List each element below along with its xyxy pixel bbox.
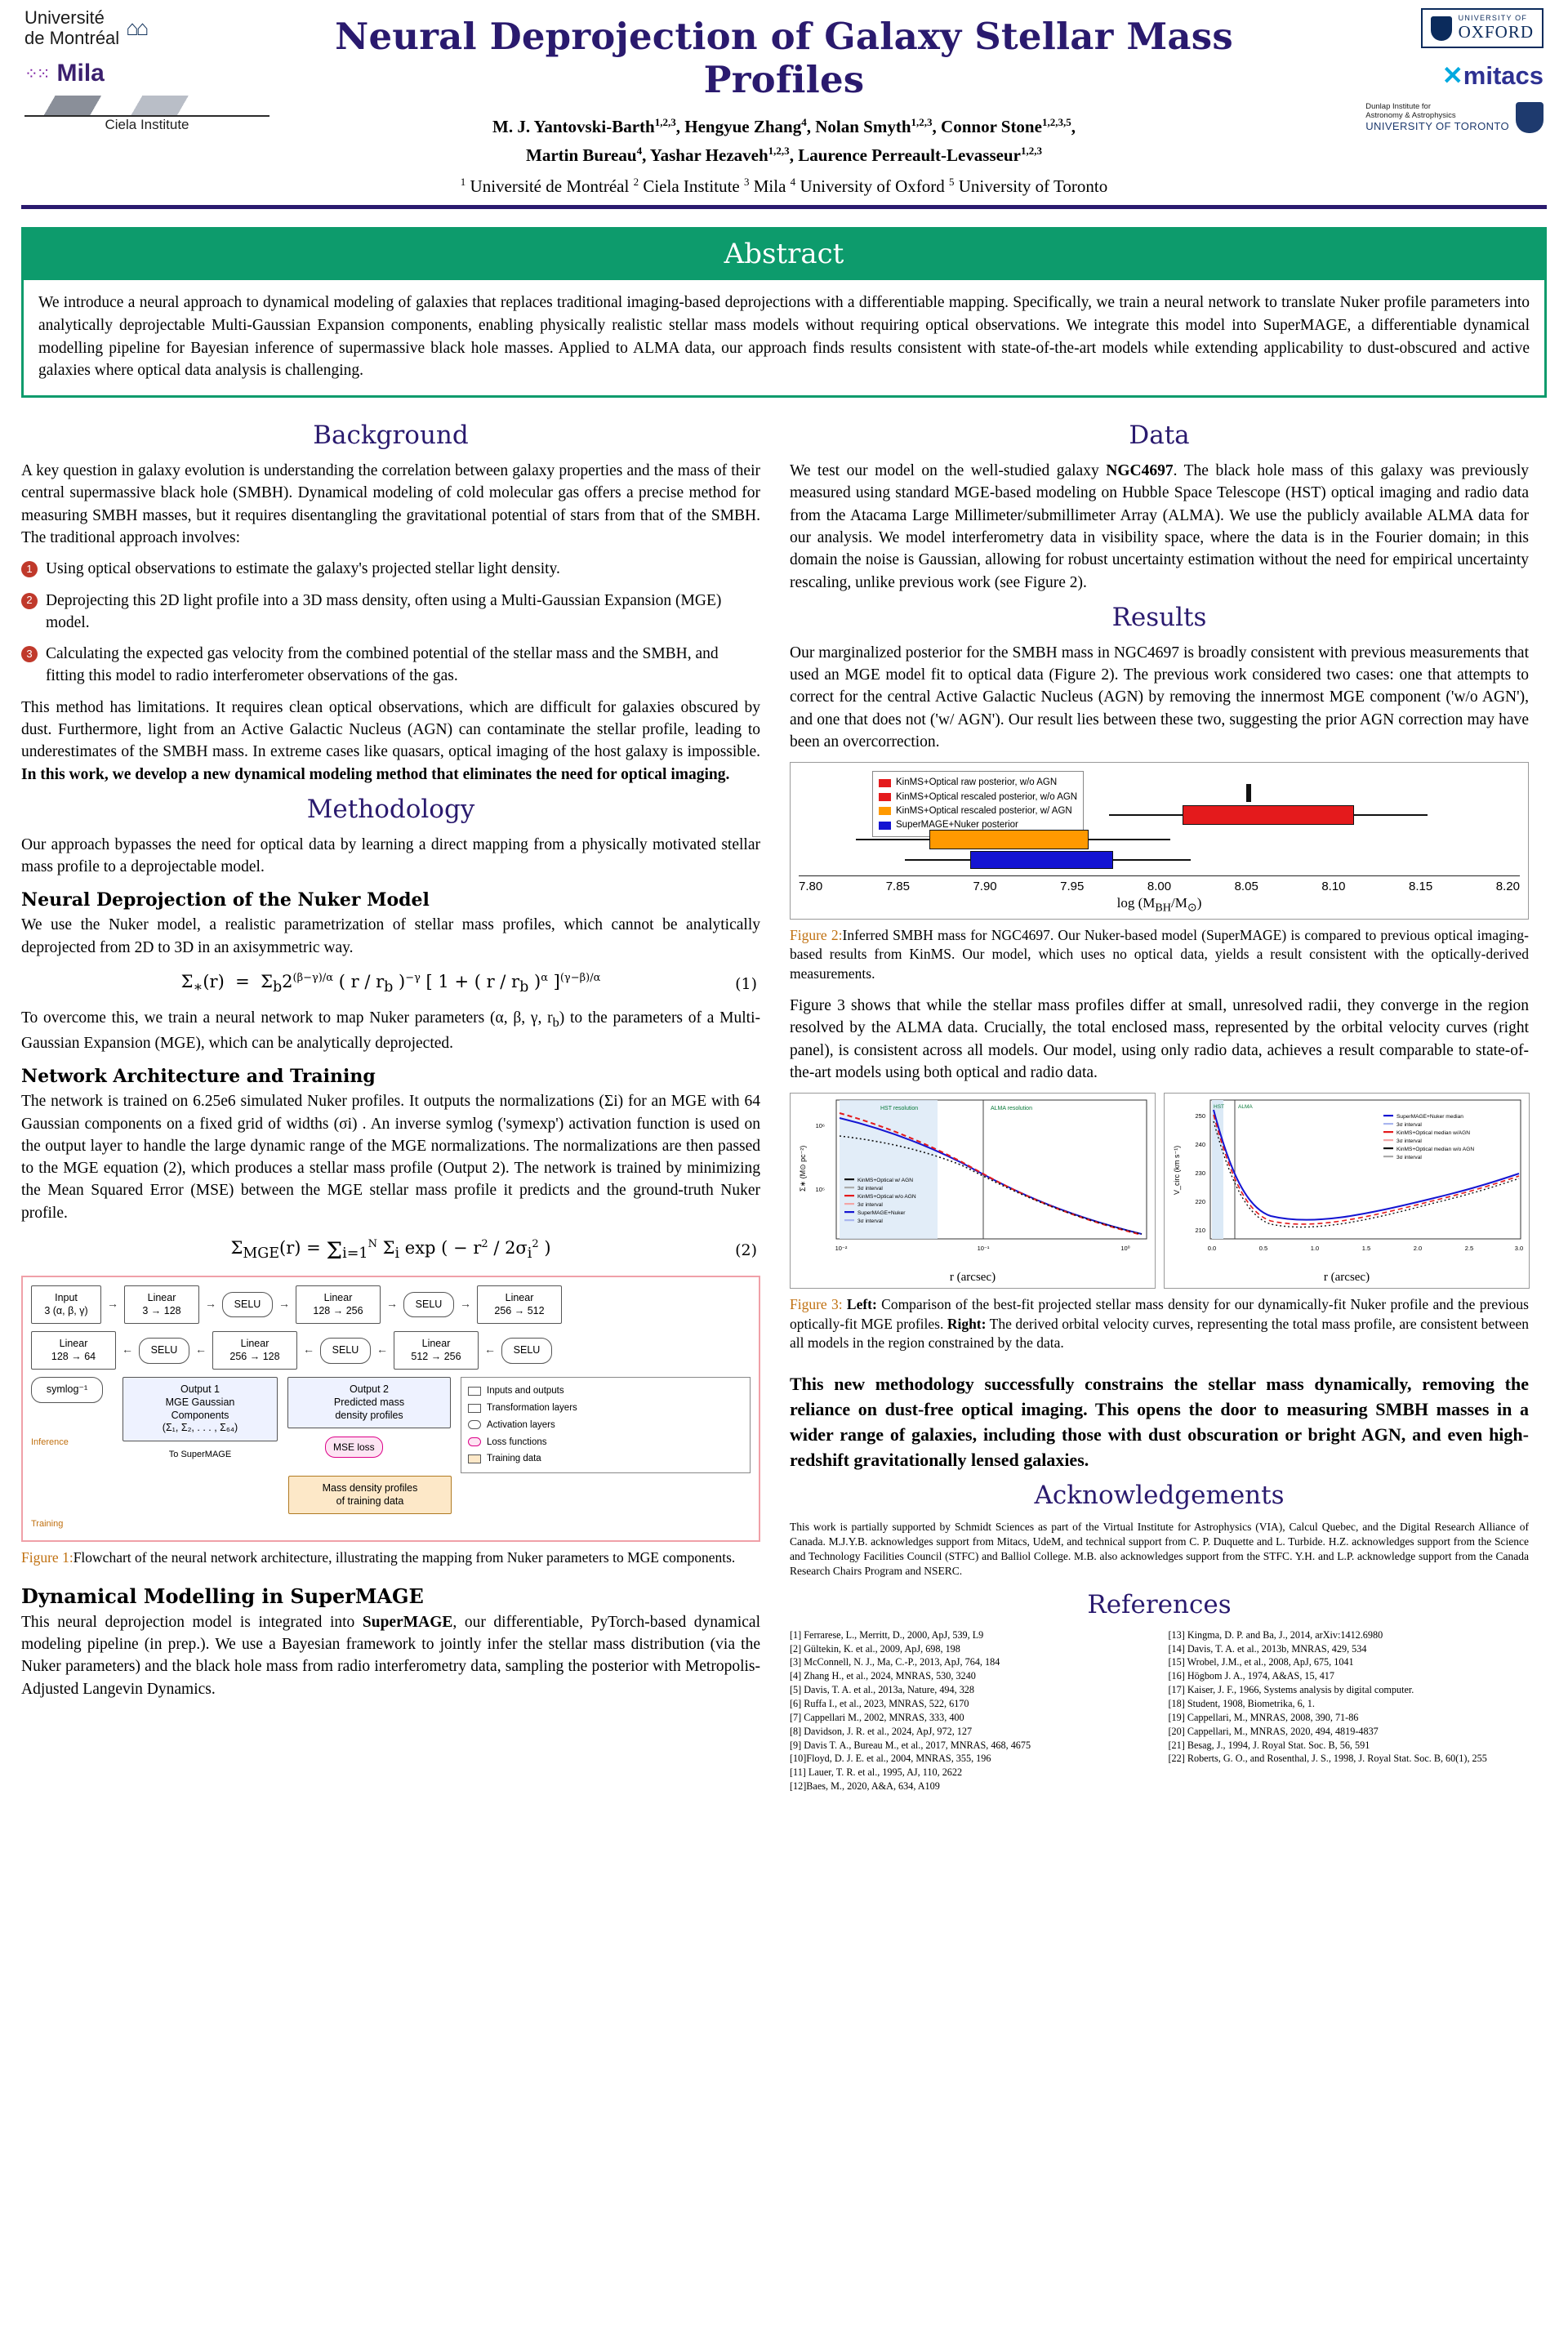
- results-paragraph-2: Figure 3 shows that while the stellar mass profiles differ at small, unresolved radii, they converge in the region resolved by the ALMA data. Crucially, the total enclosed mass, represented by the orbital velocity curves (right panel), is consistent across all models. Our model, using only radio data, achieves a result comparable to state-of-the-art models using both optical and radio data.: [790, 997, 1529, 1081]
- xtick: 8.00: [1147, 880, 1172, 894]
- mila-logo: [24, 60, 294, 87]
- figure-3-left-panel: [790, 1093, 1156, 1289]
- figure-2-whisker-left-2: [856, 839, 929, 840]
- svg-text:230: 230: [1195, 1169, 1205, 1178]
- svg-text:KinMS+Optical w/ AGN: KinMS+Optical w/ AGN: [858, 1178, 913, 1184]
- svg-text:3σ interval: 3σ interval: [1396, 1155, 1422, 1161]
- abstract-body: We introduce a neural approach to dynamical modeling of galaxies that replaces traditional imaging-based deprojections with a differentiable mapping. Specifically, we train a neural network to translate Nuker profile parameters into analytically deprojectable Multi-Gaussian Expansion components, enabling physically realistic stellar mass models without requiring optical observations. We integrate this model into SuperMAGE, a differentiable dynamical modelling pipeline for Bayesian inference of supermassive black hole masses. Applied to ALMA data, our approach finds results consistent with state-of-the-art models while extending applicability to dust-obscured and active galaxies where optical data analysis is challenging.: [38, 294, 1530, 380]
- legend-row: [879, 776, 1077, 790]
- legend-key-loss-icon: [468, 1437, 481, 1446]
- reference-item: [13] Kingma, D. P. and Ba, J., 2014, arXiv:1412.6980: [1168, 1628, 1383, 1641]
- figure-1-caption-text: Flowchart of the neural network architecture, illustrating the mapping from Nuker parameters to MGE components.: [73, 1549, 736, 1566]
- background-steps-list: [21, 558, 760, 687]
- references-right-column: [1169, 1629, 1530, 1794]
- reference-item: [18] Student, 1908, Biometrika, 6, 1.: [1168, 1697, 1315, 1709]
- svg-text:3σ interval: 3σ interval: [858, 1186, 883, 1192]
- svg-text:2.0: 2.0: [1413, 1245, 1423, 1253]
- flow-node-mse-loss: MSE loss: [325, 1437, 383, 1458]
- methodology-paragraph-3: To overcome this, we train a neural network to map Nuker parameters (α, β, γ, $r_b$) to the parameters of a Multi-Gaussian Expansion (MGE), which can be analytically deprojected.: [21, 1009, 761, 1052]
- legend-row: [879, 804, 1077, 818]
- figure-2-whisker-left-3: [905, 859, 970, 861]
- figure-3-left-xlabel: r (arcsec): [949, 1271, 996, 1285]
- right-logos: [1274, 8, 1544, 133]
- references-list: [790, 1629, 1529, 1794]
- methodology-p5-b: , our differentiable, PyTorch-based dynamical modeling pipeline (in prep.). We use a Bayesian framework to jointly infer the stellar mass distribution (via the Nuker parameters) and the black hole mass from radio interferometry data, sampling the posterior with Metropolis-Adjusted Langevin Dynamics.: [21, 1613, 760, 1698]
- oxford-shield-icon: [1431, 16, 1452, 41]
- xtick: 8.05: [1234, 880, 1258, 894]
- legend-key-trainingdata-icon: [468, 1454, 481, 1463]
- flow-node-selu-3: SELU: [139, 1338, 189, 1364]
- flow-row-2: [31, 1331, 751, 1370]
- svg-text:HST resolution: HST resolution: [880, 1106, 919, 1112]
- figure-2-xlabel: $\log (M_{BH}/M_⊙)$: [1116, 895, 1202, 915]
- methodology-paragraph-4: The network is trained on 6.25e6 simulated Nuker profiles. It outputs the normalizations (Σi) for an MGE with 64 Gaussian components on a fixed grid of widths (σi) . An inverse symlog ('symexp') activation function is used on the output layer to handle the large dynamic range of the MGE normalizations. The normalizations are then passed to the MGE equation (2), which produces a stellar mass profile (Output 2). The network is trained by minimizing the Mean Squared Error (MSE) between the MGE stellar mass profile it predicts and the ground-truth Nuker profile.: [21, 1093, 760, 1222]
- ciela-mountain-icon: [24, 96, 270, 117]
- list-item: [21, 643, 760, 688]
- acknowledgements-body: This work is partially supported by Schmidt Sciences as part of the Virtual Institute for Astrophysics (VIA), Calcul Quebec, and the Digital Research Alliance of Canada. M.J.Y.B. acknowledges support from Mitacs, UdeM, and technical support from C. P. Duquette and L. Turbide. H.Z. acknowledges support from the Science and Technology Facilities Council (STFC) and Balliol College. M.B. also acknowledges support from the STFC. Y.H. and L.P. acknowledge support from the Canada Research Chairs Program and NSERC.: [790, 1521, 1529, 1577]
- svg-text:10⁵: 10⁵: [815, 1186, 825, 1194]
- svg-text:ALMA resolution: ALMA resolution: [991, 1106, 1032, 1112]
- equation-2-number: (2): [735, 1241, 757, 1260]
- reference-item: [21] Besag, J., 1994, J. Royal Stat. Soc. B, 56, 591: [1168, 1739, 1370, 1751]
- flow-node-selu-5: SELU: [501, 1338, 552, 1364]
- legend-row: [879, 791, 1077, 804]
- figure-2-caption: [790, 926, 1529, 983]
- oxford-logo: [1421, 8, 1544, 48]
- figure-1-legend: [461, 1377, 751, 1472]
- reference-item: [1] Ferrarese, L., Merritt, D., 2000, ApJ, 539, L9: [790, 1628, 984, 1641]
- legend-label: SuperMAGE+Nuker posterior: [896, 820, 1018, 831]
- svg-text:3σ interval: 3σ interval: [858, 1218, 883, 1225]
- step-number-icon: 3: [21, 646, 38, 662]
- xtick: 8.20: [1495, 880, 1520, 894]
- flow-row-1: [31, 1285, 751, 1324]
- xtick: 7.85: [885, 880, 910, 894]
- svg-text:1.0: 1.0: [1310, 1245, 1320, 1253]
- legend-swatch-icon: [879, 793, 891, 801]
- xtick: 7.80: [799, 880, 823, 894]
- background-paragraph-1: A key question in galaxy evolution is understanding the correlation between galaxy properties and the mass of their central supermassive black hole (SMBH). Dynamical modeling of cold molecular gas offers a precise method for measuring SMBH masses, but it requires disentangling the gravitational potential of stars from that of the SMBH. The traditional approach involves:: [21, 462, 760, 546]
- xtick: 8.10: [1321, 880, 1346, 894]
- reference-item: [17] Kaiser, J. F., 1966, Systems analysis by digital computer.: [1168, 1684, 1414, 1696]
- left-column: [21, 416, 760, 1794]
- figure-2-box-2: [929, 830, 1089, 849]
- arrow-icon: ←: [303, 1343, 314, 1356]
- step-number-icon: 1: [21, 561, 38, 577]
- svg-text:220: 220: [1195, 1198, 1205, 1206]
- methodology-sub-1: Neural Deprojection of the Nuker Model: [21, 889, 430, 911]
- svg-text:KinMS+Optical w/o AGN: KinMS+Optical w/o AGN: [858, 1194, 916, 1200]
- poster-header: [21, 0, 1547, 197]
- flow-node-linear-6: Linear 512 → 256: [394, 1331, 479, 1370]
- figure-2-whisker-right-2: [1089, 839, 1170, 840]
- figure-2-box-3: [970, 851, 1113, 869]
- flow-node-selu-4: SELU: [320, 1338, 371, 1364]
- results-paragraph-1: Our marginalized posterior for the SMBH mass in NGC4697 is broadly consistent with previous measurements that used an MGE model fit to optical data (Figure 2). The previous work considered two cases: one that attempts to correct for the central Active Galactic Nucleus (AGN) by removing the innermost MGE component ('w/o AGN'), and one that does not ('w/ AGN'). Our result lies between these two, suggesting the prior AGN correction may have been an overcorrection.: [790, 644, 1529, 751]
- xtick: 7.95: [1060, 880, 1085, 894]
- left-logos: [24, 8, 294, 133]
- conclusion-text: This new methodology successfully constrains the stellar mass dynamically, removing the reliance on dust-free optical imaging. This opens the door to measuring SMBH masses in a wider range of galaxies, including those with dust obscuration or bright AGN, and even high-redshift gravitationally lensed galaxies.: [790, 1373, 1529, 1471]
- ciela-label: Ciela Institute: [105, 117, 189, 133]
- svg-text:0.5: 0.5: [1258, 1245, 1268, 1253]
- svg-text:3σ interval: 3σ interval: [1396, 1122, 1422, 1129]
- flow-node-linear-4: Linear 128 → 64: [31, 1331, 116, 1370]
- figure-3-right-xlabel: r (arcsec): [1323, 1271, 1370, 1285]
- figure-2-legend: [872, 771, 1084, 837]
- reference-item: [7] Cappellari M., 2002, MNRAS, 333, 400: [790, 1711, 964, 1723]
- toronto-line3: UNIVERSITY OF TORONTO: [1365, 120, 1509, 133]
- legend-key-transform-icon: [468, 1404, 481, 1413]
- methodology-paragraph-5: [21, 1611, 760, 1700]
- legend-label: KinMS+Optical rescaled posterior, w/o AGN: [896, 791, 1078, 802]
- svg-text:10⁶: 10⁶: [815, 1122, 825, 1130]
- methodology-p5-a: This neural deprojection model is integrated into: [21, 1613, 363, 1631]
- arrow-icon: →: [107, 1298, 118, 1311]
- legend-label-transform: Transformation layers: [487, 1403, 577, 1414]
- toronto-logo: [1274, 102, 1544, 133]
- mitacs-logo: [1274, 61, 1544, 91]
- arrow-icon: ←: [122, 1343, 133, 1356]
- figure-3-caption-b: The derived orbital velocity curves, representing the total mass profile, are consistent between all models in the region constrained by the data.: [790, 1315, 1529, 1352]
- figure-3-caption-a: Comparison of the best-fit projected stellar mass density for our dynamically-fit Nuker profile and the previous optically-fit MGE profiles.: [790, 1296, 1529, 1332]
- svg-text:0.0: 0.0: [1207, 1245, 1217, 1253]
- svg-text:SuperMAGE+Nuker: SuperMAGE+Nuker: [858, 1210, 906, 1217]
- flow-label-training: Training: [31, 1519, 64, 1530]
- reference-item: [11] Lauer, T. R. et al., 1995, AJ, 110, 2622: [790, 1766, 963, 1779]
- flow-node-output-1: Output 1 MGE Gaussian Components (Σ₁, Σ₂, . . . , Σ₆₄): [122, 1377, 278, 1441]
- udem-mark-icon: ⌂⌂: [126, 16, 147, 40]
- equation-2: $\Sigma_{MGE}(r) = \Sigma_{i=1}^N$ $\Sigma_i$ exp ( − $r^2 / 2\sigma_i^2$ ) (2): [230, 1236, 757, 1264]
- oxford-name-label: OXFORD: [1458, 22, 1534, 42]
- toronto-line2: Astronomy & Astrophysics: [1365, 110, 1456, 120]
- flow-node-linear-5: Linear 256 → 128: [212, 1331, 297, 1370]
- arrow-icon: ←: [376, 1343, 388, 1356]
- svg-text:SuperMAGE+Nuker median: SuperMAGE+Nuker median: [1396, 1114, 1463, 1120]
- references-heading: References: [1087, 1589, 1232, 1619]
- svg-text:10⁻²: 10⁻²: [835, 1245, 848, 1253]
- figure-2-label: Figure 2:: [790, 926, 843, 943]
- poster-columns: [21, 416, 1547, 1794]
- reference-item: [19] Cappellari, M., MNRAS, 2008, 390, 71-86: [1168, 1711, 1359, 1723]
- svg-text:2.5: 2.5: [1464, 1245, 1474, 1253]
- svg-text:210: 210: [1195, 1227, 1205, 1235]
- figure-3-left-svg: [791, 1094, 1156, 1267]
- list-item: [21, 590, 760, 635]
- background-p2-plain: This method has limitations. It requires clean optical observations, which are difficult for galaxies obscured by dust. Furthermore, light from an Active Galactic Nucleus (AGN) can contaminate the stellar profile, leading to underestimates of the SMBH mass. In extreme cases like quasars, optical imaging of the host galaxy is impossible.: [21, 698, 760, 761]
- reference-item: [20] Cappellari, M., MNRAS, 2020, 494, 4819-4837: [1168, 1725, 1379, 1737]
- figure-3-left-bold: Left:: [846, 1296, 877, 1313]
- legend-label-activation: Activation layers: [487, 1419, 555, 1430]
- arrow-icon: ←: [484, 1343, 496, 1356]
- arrow-icon: →: [278, 1298, 290, 1311]
- svg-text:240: 240: [1195, 1141, 1205, 1149]
- background-p2-bold: In this work, we develop a new dynamical modeling method that eliminates the need for optical imaging.: [21, 765, 730, 783]
- background-paragraph-2: [21, 697, 760, 786]
- svg-text:KinMS+Optical median w/AGN: KinMS+Optical median w/AGN: [1396, 1130, 1470, 1137]
- xtick: 7.90: [973, 880, 997, 894]
- reference-item: [2] Gültekin, K. et al., 2009, ApJ, 698, 198: [790, 1642, 960, 1655]
- flow-node-training-data: Mass density profiles of training data: [288, 1476, 452, 1514]
- flow-node-linear-1: Linear 3 → 128: [124, 1285, 199, 1324]
- udem-line1: Université: [24, 7, 105, 28]
- figure-3-plots: [790, 1093, 1529, 1289]
- svg-text:HST: HST: [1214, 1104, 1224, 1111]
- mila-dots-icon: ⁘⁙: [24, 65, 49, 83]
- reference-item: [6] Ruffa I., et al., 2023, MNRAS, 522, 6170: [790, 1697, 969, 1709]
- arrow-icon: →: [460, 1298, 471, 1311]
- background-heading: Background: [313, 421, 469, 451]
- right-column: [790, 416, 1529, 1794]
- reference-item: [12]Baes, M., 2020, A&A, 634, A109: [790, 1780, 940, 1793]
- reference-item: [10]Floyd, D. J. E. et al., 2004, MNRAS, 355, 196: [790, 1753, 991, 1765]
- svg-text:Σ∗ (M⊙ pc⁻²): Σ∗ (M⊙ pc⁻²): [799, 1145, 807, 1192]
- affiliations: $^1$ Université de Montréal $^2$ Ciela Institute $^3$ Mila $^4$ University of Oxford $^5$ University of Toronto: [460, 176, 1108, 197]
- equation-1-number: (1): [735, 974, 757, 993]
- data-p1-bold: NGC4697: [1106, 462, 1174, 480]
- methodology-p3-b: ) to the parameters of a Multi-Gaussian Expansion (MGE), which can be analytically deprojected.: [21, 1009, 761, 1052]
- legend-key-activation-icon: [468, 1420, 481, 1429]
- figure-2-xticks: [799, 880, 1520, 893]
- reference-item: [4] Zhang H., et al., 2024, MNRAS, 530, 3240: [790, 1670, 976, 1682]
- header-center: [294, 8, 1274, 197]
- reference-item: [5] Davis, T. A. et al., 2013a, Nature, 494, 328: [790, 1684, 974, 1696]
- svg-text:250: 250: [1195, 1112, 1205, 1120]
- legend-label-trainingdata: Training data: [487, 1454, 541, 1464]
- reference-item: [15] Wrobel, J.M., et al., 2008, ApJ, 675, 1041: [1168, 1656, 1354, 1668]
- header-divider: [21, 205, 1547, 209]
- ciela-logo: [24, 96, 270, 133]
- results-heading: Results: [1111, 602, 1207, 632]
- figure-2-caption-text: Inferred SMBH mass for NGC4697. Our Nuker-based model (SuperMAGE) is compared to previous optical imaging-based results from KinMS. Our model, which uses no optical data, yields a result consistent with the optically-derived measurements.: [790, 926, 1529, 982]
- acknowledgements-heading: Acknowledgements: [1034, 1481, 1285, 1511]
- abstract-heading: Abstract: [24, 229, 1544, 280]
- reference-item: [16] Högbom J. A., 1974, A&AS, 15, 417: [1168, 1670, 1334, 1682]
- legend-key-io-icon: [468, 1387, 481, 1396]
- flow-node-selu-1: SELU: [222, 1292, 273, 1318]
- toronto-crest-icon: [1516, 102, 1544, 133]
- figure-3-caption: [790, 1295, 1529, 1352]
- svg-text:10⁰: 10⁰: [1120, 1245, 1130, 1253]
- authors-line-2: Martin Bureau$^4$, Yashar Hezaveh$^{1,2,3}$, Laurence Perreault-Levasseur$^{1,2,3}$: [526, 144, 1042, 165]
- methodology-paragraph-1: Our approach bypasses the need for optical data by learning a direct mapping from a physically motivated stellar mass profile to a deprojectable model.: [21, 835, 760, 876]
- step-number-icon: 2: [21, 593, 38, 609]
- reference-item: [8] Davidson, J. R. et al., 2024, ApJ, 972, 127: [790, 1725, 973, 1737]
- svg-text:KinMS+Optical median w/o AGN: KinMS+Optical median w/o AGN: [1396, 1147, 1475, 1153]
- arrow-icon: ←: [195, 1343, 207, 1356]
- methodology-heading: Methodology: [306, 794, 475, 824]
- figure-2-marker-1: [1246, 784, 1251, 802]
- xtick: 8.15: [1409, 880, 1433, 894]
- legend-swatch-icon: [879, 779, 891, 787]
- figure-2-whisker-right-3: [1113, 859, 1191, 861]
- methodology-paragraph-2: We use the Nuker model, a realistic parametrization of stellar mass profiles, which cannot be analytically deprojected from 2D to 3D in an axisymmetric way.: [21, 916, 760, 956]
- data-p1-b: . The black hole mass of this galaxy was previously measured using standard MGE-based modeling on Hubble Space Telescope (HST) optical imaging and radio data from the Atacama Large Millimeter/submillimeter Array (ALMA). We use the publicly available ALMA data for our analysis. We model interferometry data in visibility space, where the data is in the Fourier domain; in this domain the noise is Gaussian, allowing for robust uncertainty estimation without the need for empirical uncertainty rescaling, unlike previous work (see Figure 2).: [790, 462, 1530, 591]
- legend-swatch-icon: [879, 807, 891, 815]
- methodology-p3-a: To overcome this, we train a neural network to map Nuker parameters (α, β, γ, r: [21, 1009, 553, 1027]
- step-text: Using optical observations to estimate the galaxy's projected stellar light density.: [46, 560, 560, 578]
- mila-label: Mila: [56, 60, 105, 87]
- flow-node-input: Input 3 (α, β, γ): [31, 1285, 101, 1324]
- arrow-icon: →: [205, 1298, 216, 1311]
- data-p1-a: We test our model on the well-studied galaxy: [790, 462, 1107, 480]
- figure-2-whisker-right-1: [1354, 814, 1428, 816]
- arrow-icon: →: [386, 1298, 398, 1311]
- methodology-sub-2: Network Architecture and Training: [21, 1066, 376, 1088]
- svg-text:3.0: 3.0: [1514, 1245, 1524, 1253]
- figure-3-right-svg: [1165, 1094, 1530, 1267]
- svg-text:3σ interval: 3σ interval: [858, 1202, 883, 1209]
- figure-1-caption: [21, 1548, 760, 1567]
- mitacs-label: mitacs: [1463, 61, 1544, 90]
- udem-line2: de Montréal: [24, 27, 120, 48]
- figure-3-right-bold: Right:: [947, 1315, 987, 1332]
- figure-2-plot: [790, 762, 1529, 919]
- flow-node-output-2: Output 2 Predicted mass density profiles: [287, 1377, 451, 1428]
- flow-row-3: [31, 1377, 751, 1472]
- reference-item: [14] Davis, T. A. et al., 2013b, MNRAS, 429, 534: [1168, 1642, 1367, 1655]
- flow-node-selu-2: SELU: [403, 1292, 454, 1318]
- svg-text:1.5: 1.5: [1361, 1245, 1371, 1253]
- svg-text:ALMA: ALMA: [1238, 1104, 1253, 1111]
- legend-label-io: Inputs and outputs: [487, 1386, 564, 1396]
- figure-2-whisker-left-1: [1109, 814, 1183, 816]
- flow-node-linear-3: Linear 256 → 512: [477, 1285, 562, 1324]
- reference-item: [3] McConnell, N. J., Ma, C.-P., 2013, ApJ, 764, 184: [790, 1656, 1000, 1668]
- svg-text:10⁻¹: 10⁻¹: [977, 1245, 990, 1253]
- references-left-column: [790, 1629, 1151, 1794]
- legend-label: KinMS+Optical rescaled posterior, w/ AGN: [896, 805, 1072, 816]
- list-item: [21, 558, 760, 580]
- flow-label-inference: Inference: [31, 1437, 69, 1448]
- oxford-univ-label: UNIVERSITY OF: [1458, 14, 1528, 22]
- reference-item: [9] Davis T. A., Bureau M., et al., 2017, MNRAS, 468, 4675: [790, 1739, 1031, 1751]
- reference-item: [22] Roberts, G. O., and Rosenthal, J. S., 1998, J. Royal Stat. Soc. B, 60(1), 255: [1168, 1753, 1487, 1765]
- step-text: Deprojecting this 2D light profile into a 3D mass density, often using a Multi-Gaussian Expansion (MGE) model.: [46, 591, 722, 631]
- flow-label-to-supermage: To SuperMAGE: [168, 1449, 232, 1459]
- methodology-sub-3: Dynamical Modelling in SuperMAGE: [21, 1584, 424, 1608]
- legend-label: KinMS+Optical raw posterior, w/o AGN: [896, 777, 1058, 788]
- flow-node-symlog: symlog⁻¹: [31, 1377, 103, 1403]
- svg-text:3σ interval: 3σ interval: [1396, 1138, 1422, 1145]
- authors-line-1: M. J. Yantovski-Barth$^{1,2,3}$, Hengyue Zhang$^4$, Nolan Smyth$^{1,2,3}$, Connor Stone$^{1,2,3,5}$,: [492, 116, 1076, 136]
- methodology-p5-bold: SuperMAGE: [362, 1613, 453, 1631]
- figure-2-box-1: [1183, 805, 1354, 825]
- figure-1-label: Figure 1:: [21, 1549, 74, 1566]
- figure-3-label: Figure 3:: [790, 1296, 843, 1313]
- equation-1: $\Sigma_∗(r) = \Sigma_b2^{(\beta-\gamma)/\alpha}$ ( r / $r_b$ )$^{-\gamma}$ [ 1 + ( r / $r_b$ )$^\alpha$ ]$^{(\gamma-\beta)/\alpha}$ (1): [180, 972, 757, 996]
- figure-3-right-panel: [1164, 1093, 1530, 1289]
- figure-1-flowchart: [21, 1276, 760, 1542]
- data-heading: Data: [1129, 421, 1190, 451]
- legend-label-loss: Loss functions: [487, 1437, 547, 1447]
- step-text: Calculating the expected gas velocity from the combined potential of the stellar mass and the SMBH, and fitting this model to radio interferometer observations of the gas.: [46, 645, 719, 685]
- flow-node-linear-2: Linear 128 → 256: [296, 1285, 381, 1324]
- abstract-section: [21, 227, 1547, 398]
- page-title: Neural Deprojection of Galaxy Stellar Mass Profiles: [335, 15, 1233, 101]
- toronto-line1: Dunlap Institute for: [1365, 101, 1431, 111]
- data-paragraph-1: [790, 460, 1529, 594]
- svg-text:V_circ (km s⁻¹): V_circ (km s⁻¹): [1173, 1145, 1181, 1196]
- legend-swatch-icon: [879, 822, 891, 830]
- mitacs-mark-icon: ✕: [1441, 61, 1463, 90]
- udem-logo: [24, 8, 294, 48]
